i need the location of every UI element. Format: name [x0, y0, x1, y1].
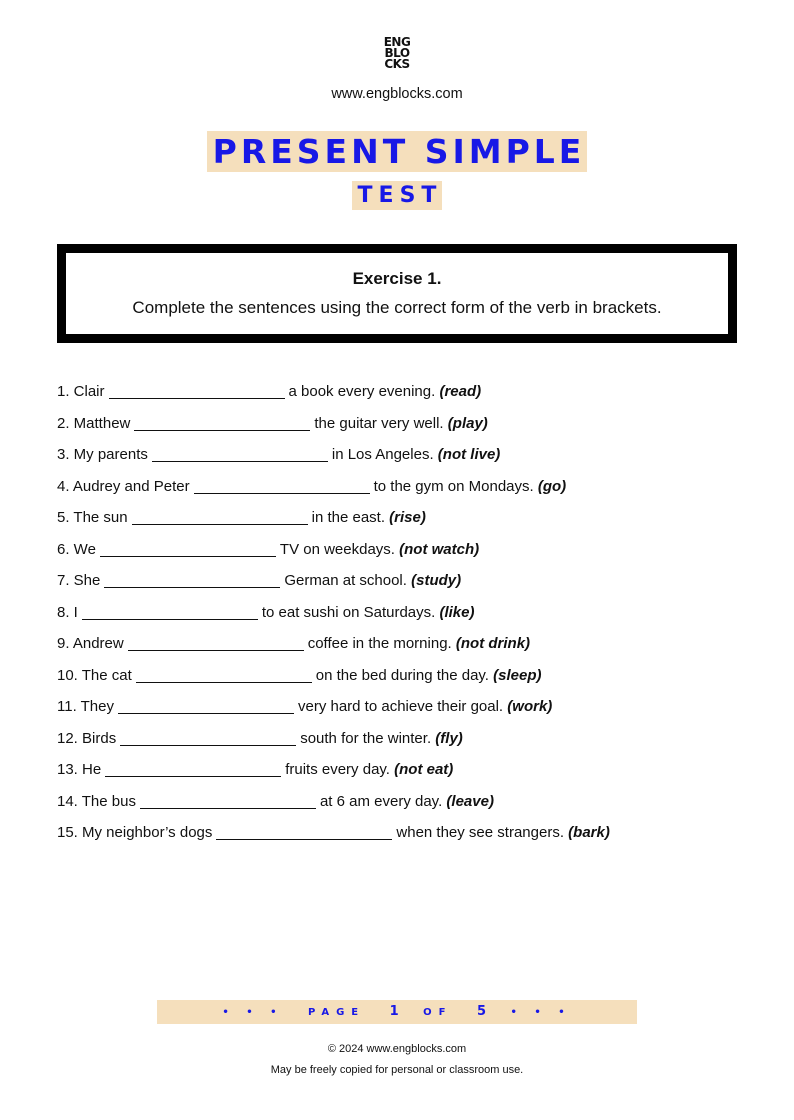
question-end: a book every evening.	[288, 383, 436, 400]
verb-hint: (rise)	[389, 509, 426, 526]
verb-hint: (leave)	[446, 792, 494, 810]
verb-hint: (study)	[411, 572, 462, 589]
footer-dots-left: • • •	[222, 1007, 284, 1018]
exercise-instruction: Complete the sentences using the correct form of the verb in brackets.	[132, 298, 662, 317]
question-item	[57, 567, 757, 599]
answer-blank[interactable]	[134, 412, 310, 431]
question-end: in the east.	[311, 509, 385, 526]
answer-blank[interactable]	[152, 443, 328, 462]
verb-hint: (work)	[507, 698, 553, 715]
answer-blank[interactable]	[194, 475, 370, 494]
verb-hint: (read)	[439, 383, 482, 400]
question-end: at 6 am every day.	[319, 792, 443, 810]
copyright: © 2024 www.engblocks.com	[327, 1043, 467, 1055]
question-start: 14. The bus	[57, 792, 136, 810]
question-item	[57, 725, 757, 757]
logo-line: ENG	[383, 35, 411, 49]
page-title: PRESENT SIMPLE	[207, 131, 588, 172]
verb-hint: (play)	[447, 414, 488, 432]
verb-hint: (not eat)	[394, 761, 454, 778]
question-item	[57, 788, 757, 820]
verb-hint: (sleep)	[493, 666, 542, 684]
question-start: 9. Andrew	[57, 635, 124, 652]
question-item	[57, 662, 757, 694]
question-item	[57, 693, 757, 725]
question-end: the guitar very well.	[314, 414, 444, 432]
question-start: 6. We	[57, 540, 96, 558]
question-start: 11. They	[57, 698, 114, 715]
answer-blank[interactable]	[105, 758, 281, 777]
question-item	[57, 599, 757, 631]
question-start: 1. Clair	[57, 383, 105, 400]
logo-line: CKS	[384, 57, 410, 71]
answer-blank[interactable]	[109, 380, 285, 399]
answer-blank[interactable]	[140, 790, 316, 809]
question-item	[57, 441, 757, 473]
question-end: coffee in the morning.	[307, 635, 452, 652]
answer-blank[interactable]	[136, 664, 312, 683]
question-end: TV on weekdays.	[279, 540, 395, 558]
question-start: 10. The cat	[57, 666, 132, 684]
question-item	[57, 536, 757, 568]
question-item	[57, 630, 757, 662]
verb-hint: (not live)	[437, 446, 501, 463]
verb-hint: (not drink)	[455, 635, 531, 652]
question-item	[57, 410, 757, 442]
question-start: 3. My parents	[57, 446, 148, 463]
page-word: PAGE	[307, 1007, 366, 1018]
question-end: to eat sushi on Saturdays.	[261, 603, 436, 621]
question-list	[57, 378, 757, 851]
answer-blank[interactable]	[82, 601, 258, 620]
page-subtitle: TEST	[352, 181, 443, 210]
exercise-instructions-box	[57, 244, 737, 343]
question-start: 7. She	[57, 572, 101, 589]
question-end: on the bed during the day.	[315, 666, 489, 684]
answer-blank[interactable]	[216, 821, 392, 840]
question-start: 4. Audrey and Peter	[57, 477, 190, 495]
question-end: in Los Angeles.	[331, 446, 434, 463]
answer-blank[interactable]	[132, 506, 308, 525]
page-current: 1	[389, 1004, 399, 1019]
question-item	[57, 819, 757, 851]
verb-hint: (like)	[439, 603, 475, 621]
question-item	[57, 756, 757, 788]
site-url: www.engblocks.com	[331, 86, 463, 102]
question-item	[57, 504, 757, 536]
page-indicator	[157, 1000, 637, 1024]
question-start: 8. I	[57, 603, 78, 621]
question-end: to the gym on Mondays.	[373, 477, 534, 495]
question-start: 15. My neighbor’s dogs	[57, 824, 213, 841]
engblocks-logo	[0, 37, 794, 70]
page-total: 5	[477, 1004, 487, 1019]
question-start: 12. Birds	[57, 729, 117, 747]
question-end: fruits every day.	[285, 761, 390, 778]
question-start: 13. He	[57, 761, 102, 778]
verb-hint: (not watch)	[399, 540, 480, 558]
footer-dots-right: • • •	[510, 1007, 572, 1018]
question-item	[57, 378, 757, 410]
verb-hint: (fly)	[435, 729, 463, 747]
question-end: south for the winter.	[300, 729, 432, 747]
answer-blank[interactable]	[120, 727, 296, 746]
license-note: May be freely copied for personal or classroom use.	[270, 1064, 524, 1076]
answer-blank[interactable]	[100, 538, 276, 557]
answer-blank[interactable]	[104, 569, 280, 588]
answer-blank[interactable]	[128, 632, 304, 651]
question-end: when they see strangers.	[396, 824, 564, 841]
question-start: 2. Matthew	[57, 414, 131, 432]
exercise-title: Exercise 1.	[352, 269, 442, 288]
question-end: German at school.	[284, 572, 407, 589]
question-end: very hard to achieve their goal.	[297, 698, 504, 715]
question-item	[57, 473, 757, 505]
logo-line: BLO	[384, 46, 410, 60]
answer-blank[interactable]	[118, 695, 294, 714]
question-start: 5. The sun	[57, 509, 128, 526]
of-word: OF	[423, 1007, 453, 1018]
verb-hint: (bark)	[568, 824, 610, 841]
verb-hint: (go)	[537, 477, 567, 495]
